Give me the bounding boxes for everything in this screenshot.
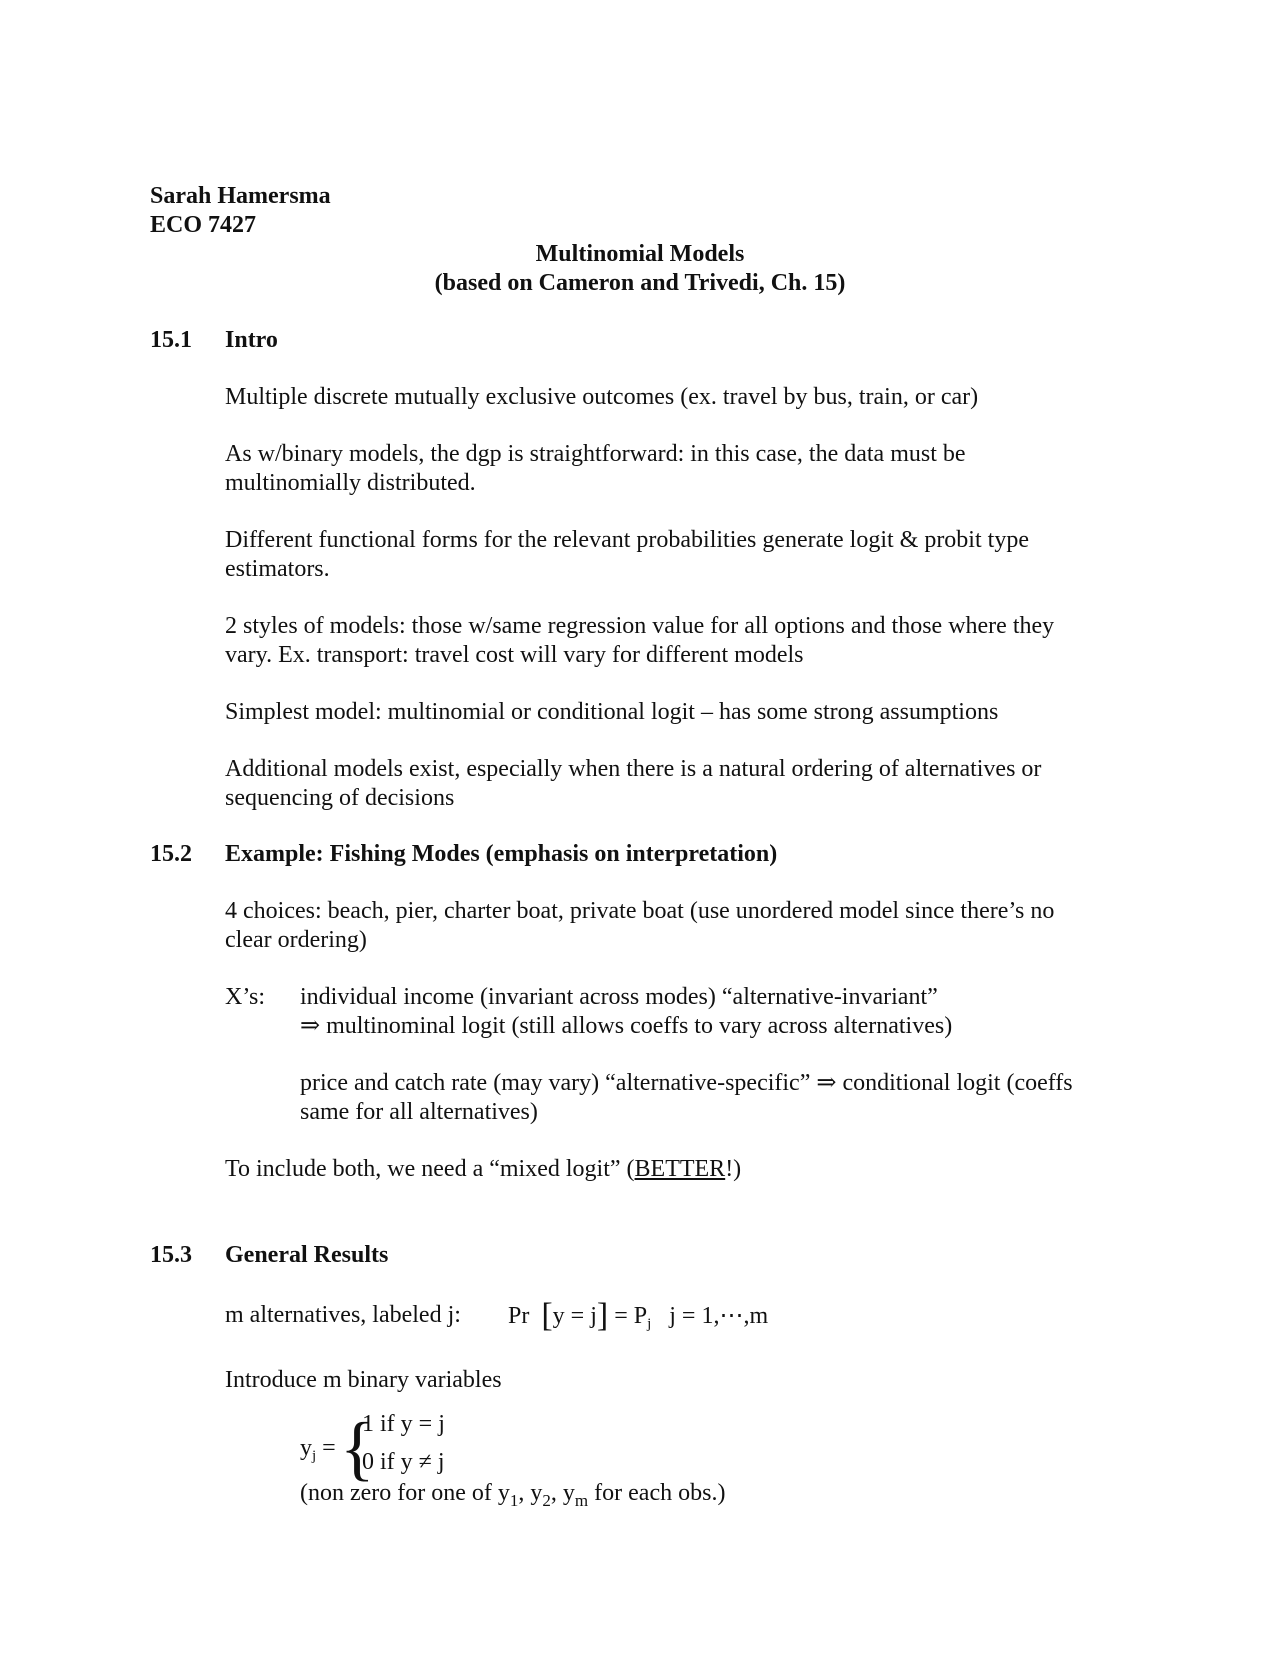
- eq-inner: y = j: [552, 1303, 597, 1329]
- note-prefix: (non zero for one of y: [300, 1480, 510, 1506]
- intro-paragraph-4-line-1: 2 styles of models: those w/same regression value for all options and those where they: [225, 613, 1055, 639]
- author-name: Sarah Hamersma: [150, 183, 331, 209]
- section-title-general-results: General Results: [225, 1242, 389, 1268]
- section-number-15-2: 15.2: [150, 841, 192, 867]
- indicator-definition: [300, 1408, 560, 1488]
- intro-paragraph-3-line-1: Different functional forms for the relevant probabilities generate logit & probit type: [225, 527, 1029, 553]
- mixed-logit-emphasis: BETTER: [634, 1156, 726, 1182]
- implies-arrow-icon: ⇒: [816, 1070, 837, 1096]
- document-title: Multinomial Models: [535, 241, 745, 267]
- intro-paragraph-1: Multiple discrete mutually exclusive outcomes (ex. travel by bus, train, or car): [225, 384, 979, 410]
- yj-equals: =: [322, 1435, 336, 1461]
- case-zero: 0 if y ≠ j: [362, 1449, 445, 1475]
- binary-variables-intro: Introduce m binary variables: [225, 1367, 502, 1393]
- yj-symbol: [300, 1434, 336, 1463]
- intro-paragraph-6: [225, 755, 1125, 813]
- intro-paragraph-6-line-2: sequencing of decisions: [225, 785, 455, 811]
- xs-invariant-block: [300, 983, 1130, 1041]
- section-number-15-3: 15.3: [150, 1242, 192, 1268]
- implies-arrow-icon: ⇒: [300, 1013, 321, 1039]
- alternatives-label: m alternatives, labeled j:: [225, 1302, 461, 1328]
- xs-specific-line-1: [300, 1069, 1130, 1098]
- section-title-intro: Intro: [225, 327, 278, 353]
- intro-paragraph-4: [225, 612, 1125, 670]
- eq-pr: Pr: [508, 1303, 530, 1329]
- course-code: ECO 7427: [150, 212, 257, 238]
- note-sub-m: m: [574, 1491, 589, 1510]
- eq-equals-p: = P: [614, 1303, 648, 1329]
- xs-label: X’s:: [225, 984, 266, 1010]
- intro-paragraph-2: [225, 440, 1125, 498]
- section-title-fishing-modes: Example: Fishing Modes (emphasis on interpretation): [225, 841, 778, 867]
- mixed-logit-prefix: To include both, we need a “mixed logit” (: [225, 1156, 635, 1182]
- note-suffix: for each obs.): [588, 1480, 726, 1506]
- example-choices-line-1: 4 choices: beach, pier, charter boat, private boat (use unordered model since there’s no: [225, 898, 1055, 924]
- intro-paragraph-2-line-1: As w/binary models, the dgp is straightforward: in this case, the data must be: [225, 441, 966, 467]
- mixed-logit-suffix: !): [725, 1156, 742, 1182]
- mixed-logit-sentence: [225, 1155, 1125, 1184]
- xs-specific-line-1-text-b: conditional logit (coeffs: [842, 1070, 1073, 1096]
- example-paragraph-choices: [225, 897, 1125, 955]
- brace-icon: {: [340, 1408, 375, 1488]
- xs-specific-block: [300, 1069, 1130, 1127]
- intro-paragraph-4-line-2: vary. Ex. transport: travel cost will vary for different models: [225, 642, 804, 668]
- note-sub-2: 2: [542, 1491, 551, 1510]
- intro-paragraph-5: Simplest model: multinomial or conditional logit – has some strong assumptions: [225, 699, 999, 725]
- eq-left-bracket: [: [541, 1297, 553, 1334]
- eq-subscript-j: j: [647, 1316, 652, 1332]
- xs-invariant-line-1: individual income (invariant across modes) “alternative-invariant”: [300, 984, 938, 1010]
- eq-right-bracket: ]: [596, 1297, 609, 1334]
- intro-paragraph-2-line-2: multinomially distributed.: [225, 470, 476, 496]
- xs-invariant-line-2-text: multinominal logit (still allows coeffs to vary across alternatives): [326, 1013, 953, 1039]
- intro-paragraph-3: [225, 526, 1125, 584]
- intro-paragraph-6-line-1: Additional models exist, especially when there is a natural ordering of alternatives or: [225, 756, 1042, 782]
- nonzero-note: [300, 1479, 1130, 1508]
- section-number-15-1: 15.1: [150, 327, 192, 353]
- intro-paragraph-3-line-2: estimators.: [225, 556, 330, 582]
- xs-specific-line-2: same for all alternatives): [300, 1099, 538, 1125]
- yj-subscript: j: [312, 1448, 317, 1464]
- case-one: 1 if y = j: [362, 1411, 445, 1437]
- note-sep-1: , y: [518, 1480, 543, 1506]
- note-sep-2: , y: [550, 1480, 575, 1506]
- probability-equation: [508, 1297, 769, 1334]
- xs-specific-line-1-text-a: price and catch rate (may vary) “alternative-specific”: [300, 1070, 811, 1096]
- note-sub-1: 1: [509, 1491, 519, 1510]
- xs-invariant-line-2: [300, 1012, 1130, 1041]
- yj-base: y: [300, 1435, 312, 1461]
- document-subtitle: (based on Cameron and Trivedi, Ch. 15): [434, 270, 846, 296]
- eq-range: j = 1,⋯,m: [669, 1303, 769, 1329]
- example-choices-line-2: clear ordering): [225, 927, 367, 953]
